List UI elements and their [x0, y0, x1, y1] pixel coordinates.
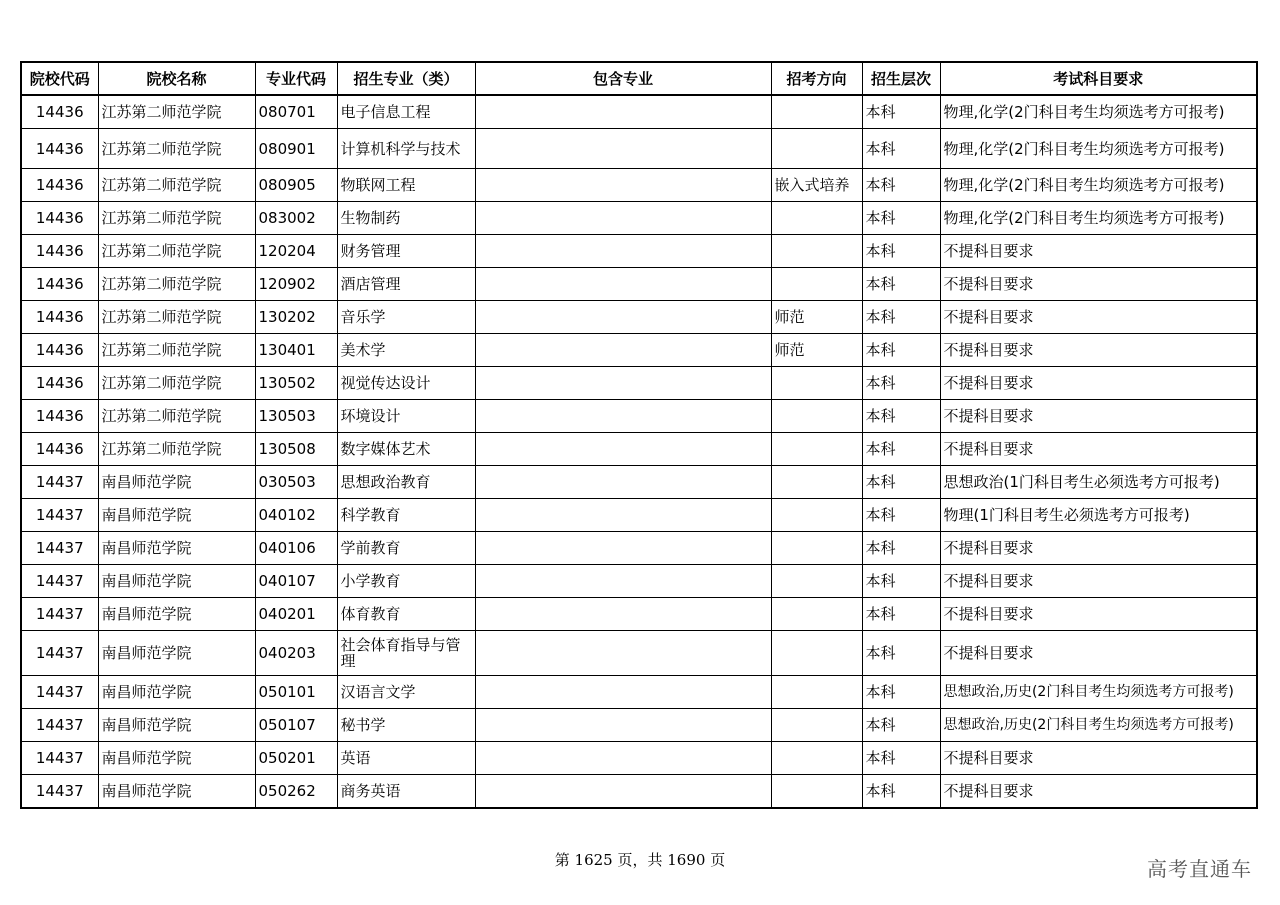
table-row	[21, 400, 1257, 433]
cell-included-majors	[475, 565, 771, 598]
cell-major-code: 050107	[255, 709, 337, 742]
cell-major-code: 080701	[255, 95, 337, 129]
cell-school-name: 南昌师范学院	[98, 598, 255, 631]
cell-included-majors	[475, 709, 771, 742]
cell-major-name: 财务管理	[337, 235, 475, 268]
cell-major-code: 050101	[255, 676, 337, 709]
table-row	[21, 301, 1257, 334]
cell-school-name: 南昌师范学院	[98, 532, 255, 565]
cell-level: 本科	[862, 499, 940, 532]
cell-subject-requirement: 不提科目要求	[940, 631, 1257, 676]
cell-subject-requirement: 思想政治(1门科目考生必须选考方可报考)	[940, 466, 1257, 499]
cell-included-majors	[475, 676, 771, 709]
cell-major-name: 学前教育	[337, 532, 475, 565]
cell-level: 本科	[862, 742, 940, 775]
cell-included-majors	[475, 598, 771, 631]
cell-major-code: 130502	[255, 367, 337, 400]
cell-major-name: 音乐学	[337, 301, 475, 334]
cell-direction	[771, 367, 862, 400]
cell-school-name: 江苏第二师范学院	[98, 202, 255, 235]
cell-major-code: 030503	[255, 466, 337, 499]
cell-included-majors	[475, 334, 771, 367]
cell-school-name: 南昌师范学院	[98, 631, 255, 676]
header-major-code: 专业代码	[255, 62, 337, 95]
cell-level: 本科	[862, 235, 940, 268]
cell-level: 本科	[862, 169, 940, 202]
table-row	[21, 742, 1257, 775]
cell-major-code: 050262	[255, 775, 337, 809]
cell-subject-requirement: 思想政治,历史(2门科目考生均须选考方可报考)	[940, 709, 1257, 742]
cell-included-majors	[475, 400, 771, 433]
cell-major-name: 秘书学	[337, 709, 475, 742]
cell-included-majors	[475, 202, 771, 235]
cell-major-code: 040201	[255, 598, 337, 631]
cell-school-name: 江苏第二师范学院	[98, 235, 255, 268]
cell-major-code: 040203	[255, 631, 337, 676]
cell-school-code: 14436	[21, 400, 98, 433]
cell-major-name: 小学教育	[337, 565, 475, 598]
cell-level: 本科	[862, 400, 940, 433]
cell-included-majors	[475, 169, 771, 202]
cell-included-majors	[475, 129, 771, 169]
cell-school-name: 江苏第二师范学院	[98, 433, 255, 466]
cell-school-name: 南昌师范学院	[98, 499, 255, 532]
cell-direction	[771, 202, 862, 235]
cell-school-name: 江苏第二师范学院	[98, 268, 255, 301]
cell-subject-requirement: 思想政治,历史(2门科目考生均须选考方可报考)	[940, 676, 1257, 709]
cell-direction	[771, 433, 862, 466]
cell-school-name: 南昌师范学院	[98, 775, 255, 809]
cell-major-code: 040107	[255, 565, 337, 598]
cell-school-code: 14437	[21, 742, 98, 775]
cell-level: 本科	[862, 367, 940, 400]
cell-school-name: 南昌师范学院	[98, 709, 255, 742]
table-row	[21, 775, 1257, 809]
cell-school-code: 14436	[21, 202, 98, 235]
cell-subject-requirement: 不提科目要求	[940, 235, 1257, 268]
cell-school-code: 14436	[21, 268, 98, 301]
table-row	[21, 268, 1257, 301]
cell-direction	[771, 235, 862, 268]
cell-direction	[771, 95, 862, 129]
cell-major-name: 社会体育指导与管理	[337, 631, 475, 676]
header-school-code: 院校代码	[21, 62, 98, 95]
cell-level: 本科	[862, 301, 940, 334]
cell-subject-requirement: 物理(1门科目考生必须选考方可报考)	[940, 499, 1257, 532]
table-row	[21, 598, 1257, 631]
cell-school-code: 14436	[21, 334, 98, 367]
cell-major-code: 130401	[255, 334, 337, 367]
cell-school-code: 14437	[21, 709, 98, 742]
cell-level: 本科	[862, 676, 940, 709]
cell-direction	[771, 709, 862, 742]
cell-major-code: 040106	[255, 532, 337, 565]
cell-school-name: 南昌师范学院	[98, 466, 255, 499]
cell-major-name: 计算机科学与技术	[337, 129, 475, 169]
cell-included-majors	[475, 775, 771, 809]
cell-subject-requirement: 不提科目要求	[940, 742, 1257, 775]
header-included-majors: 包含专业	[475, 62, 771, 95]
cell-school-code: 14437	[21, 631, 98, 676]
cell-subject-requirement: 不提科目要求	[940, 367, 1257, 400]
table-row	[21, 676, 1257, 709]
cell-school-code: 14436	[21, 433, 98, 466]
table-row	[21, 466, 1257, 499]
cell-school-code: 14436	[21, 129, 98, 169]
cell-school-name: 南昌师范学院	[98, 676, 255, 709]
cell-major-name: 环境设计	[337, 400, 475, 433]
cell-level: 本科	[862, 775, 940, 809]
cell-major-name: 物联网工程	[337, 169, 475, 202]
cell-included-majors	[475, 631, 771, 676]
table-row	[21, 95, 1257, 129]
cell-subject-requirement: 不提科目要求	[940, 400, 1257, 433]
cell-level: 本科	[862, 433, 940, 466]
cell-major-name: 商务英语	[337, 775, 475, 809]
cell-major-name: 电子信息工程	[337, 95, 475, 129]
cell-subject-requirement: 不提科目要求	[940, 532, 1257, 565]
cell-subject-requirement: 物理,化学(2门科目考生均须选考方可报考)	[940, 202, 1257, 235]
cell-major-code: 040102	[255, 499, 337, 532]
header-level: 招生层次	[862, 62, 940, 95]
cell-direction	[771, 499, 862, 532]
cell-level: 本科	[862, 202, 940, 235]
header-direction: 招考方向	[771, 62, 862, 95]
cell-subject-requirement: 不提科目要求	[940, 433, 1257, 466]
cell-school-code: 14437	[21, 499, 98, 532]
cell-subject-requirement: 不提科目要求	[940, 598, 1257, 631]
cell-major-code: 120902	[255, 268, 337, 301]
table-row	[21, 565, 1257, 598]
cell-major-name: 科学教育	[337, 499, 475, 532]
table-row	[21, 202, 1257, 235]
cell-school-code: 14436	[21, 235, 98, 268]
table-row	[21, 631, 1257, 676]
cell-level: 本科	[862, 598, 940, 631]
cell-subject-requirement: 不提科目要求	[940, 565, 1257, 598]
cell-subject-requirement: 物理,化学(2门科目考生均须选考方可报考)	[940, 95, 1257, 129]
cell-level: 本科	[862, 466, 940, 499]
cell-major-name: 思想政治教育	[337, 466, 475, 499]
cell-school-code: 14437	[21, 598, 98, 631]
cell-direction: 师范	[771, 334, 862, 367]
admission-table	[20, 61, 1258, 809]
table-row	[21, 709, 1257, 742]
cell-major-code: 083002	[255, 202, 337, 235]
cell-school-name: 江苏第二师范学院	[98, 334, 255, 367]
cell-included-majors	[475, 367, 771, 400]
cell-major-code: 080905	[255, 169, 337, 202]
cell-subject-requirement: 物理,化学(2门科目考生均须选考方可报考)	[940, 129, 1257, 169]
cell-direction	[771, 676, 862, 709]
cell-school-name: 江苏第二师范学院	[98, 301, 255, 334]
cell-level: 本科	[862, 532, 940, 565]
cell-school-code: 14436	[21, 367, 98, 400]
cell-direction	[771, 400, 862, 433]
cell-included-majors	[475, 532, 771, 565]
cell-major-code: 120204	[255, 235, 337, 268]
cell-school-code: 14437	[21, 532, 98, 565]
cell-school-name: 南昌师范学院	[98, 742, 255, 775]
header-major-name: 招生专业（类）	[337, 62, 475, 95]
cell-school-code: 14436	[21, 301, 98, 334]
table-row	[21, 499, 1257, 532]
cell-direction	[771, 742, 862, 775]
cell-major-name: 视觉传达设计	[337, 367, 475, 400]
cell-major-code: 050201	[255, 742, 337, 775]
cell-major-name: 生物制药	[337, 202, 475, 235]
cell-included-majors	[475, 499, 771, 532]
cell-school-name: 江苏第二师范学院	[98, 400, 255, 433]
cell-school-name: 江苏第二师范学院	[98, 95, 255, 129]
table-row	[21, 235, 1257, 268]
cell-included-majors	[475, 268, 771, 301]
cell-direction	[771, 466, 862, 499]
cell-major-code: 130202	[255, 301, 337, 334]
cell-subject-requirement: 不提科目要求	[940, 268, 1257, 301]
watermark-logo: 高考直通车	[1147, 857, 1252, 881]
cell-included-majors	[475, 301, 771, 334]
cell-major-name: 英语	[337, 742, 475, 775]
cell-major-name: 汉语言文学	[337, 676, 475, 709]
cell-direction	[771, 631, 862, 676]
cell-direction: 嵌入式培养	[771, 169, 862, 202]
table-row	[21, 129, 1257, 169]
table-row	[21, 532, 1257, 565]
cell-level: 本科	[862, 129, 940, 169]
table-row	[21, 334, 1257, 367]
cell-included-majors	[475, 466, 771, 499]
header-school-name: 院校名称	[98, 62, 255, 95]
cell-direction: 师范	[771, 301, 862, 334]
cell-major-name: 数字媒体艺术	[337, 433, 475, 466]
cell-school-code: 14436	[21, 95, 98, 129]
cell-included-majors	[475, 433, 771, 466]
cell-school-code: 14437	[21, 775, 98, 809]
cell-subject-requirement: 不提科目要求	[940, 334, 1257, 367]
cell-level: 本科	[862, 709, 940, 742]
cell-direction	[771, 775, 862, 809]
cell-school-code: 14437	[21, 466, 98, 499]
cell-included-majors	[475, 742, 771, 775]
cell-major-code: 080901	[255, 129, 337, 169]
table-row	[21, 169, 1257, 202]
cell-direction	[771, 598, 862, 631]
cell-level: 本科	[862, 334, 940, 367]
cell-major-name: 酒店管理	[337, 268, 475, 301]
table-row	[21, 433, 1257, 466]
cell-level: 本科	[862, 95, 940, 129]
cell-school-name: 江苏第二师范学院	[98, 169, 255, 202]
cell-school-name: 江苏第二师范学院	[98, 129, 255, 169]
cell-major-name: 美术学	[337, 334, 475, 367]
cell-level: 本科	[862, 631, 940, 676]
cell-subject-requirement: 物理,化学(2门科目考生均须选考方可报考)	[940, 169, 1257, 202]
table-row	[21, 367, 1257, 400]
cell-direction	[771, 565, 862, 598]
table-header-row	[21, 62, 1257, 95]
cell-direction	[771, 532, 862, 565]
cell-level: 本科	[862, 565, 940, 598]
cell-school-code: 14437	[21, 565, 98, 598]
cell-included-majors	[475, 95, 771, 129]
cell-major-name: 体育教育	[337, 598, 475, 631]
cell-school-code: 14437	[21, 676, 98, 709]
cell-direction	[771, 268, 862, 301]
cell-school-code: 14436	[21, 169, 98, 202]
cell-school-name: 江苏第二师范学院	[98, 367, 255, 400]
cell-subject-requirement: 不提科目要求	[940, 775, 1257, 809]
page-footer: 第 1625 页，共 1690 页	[554, 851, 726, 869]
cell-major-code: 130503	[255, 400, 337, 433]
cell-level: 本科	[862, 268, 940, 301]
cell-included-majors	[475, 235, 771, 268]
cell-subject-requirement: 不提科目要求	[940, 301, 1257, 334]
cell-direction	[771, 129, 862, 169]
header-subject-requirement: 考试科目要求	[940, 62, 1257, 95]
cell-school-name: 南昌师范学院	[98, 565, 255, 598]
cell-major-code: 130508	[255, 433, 337, 466]
